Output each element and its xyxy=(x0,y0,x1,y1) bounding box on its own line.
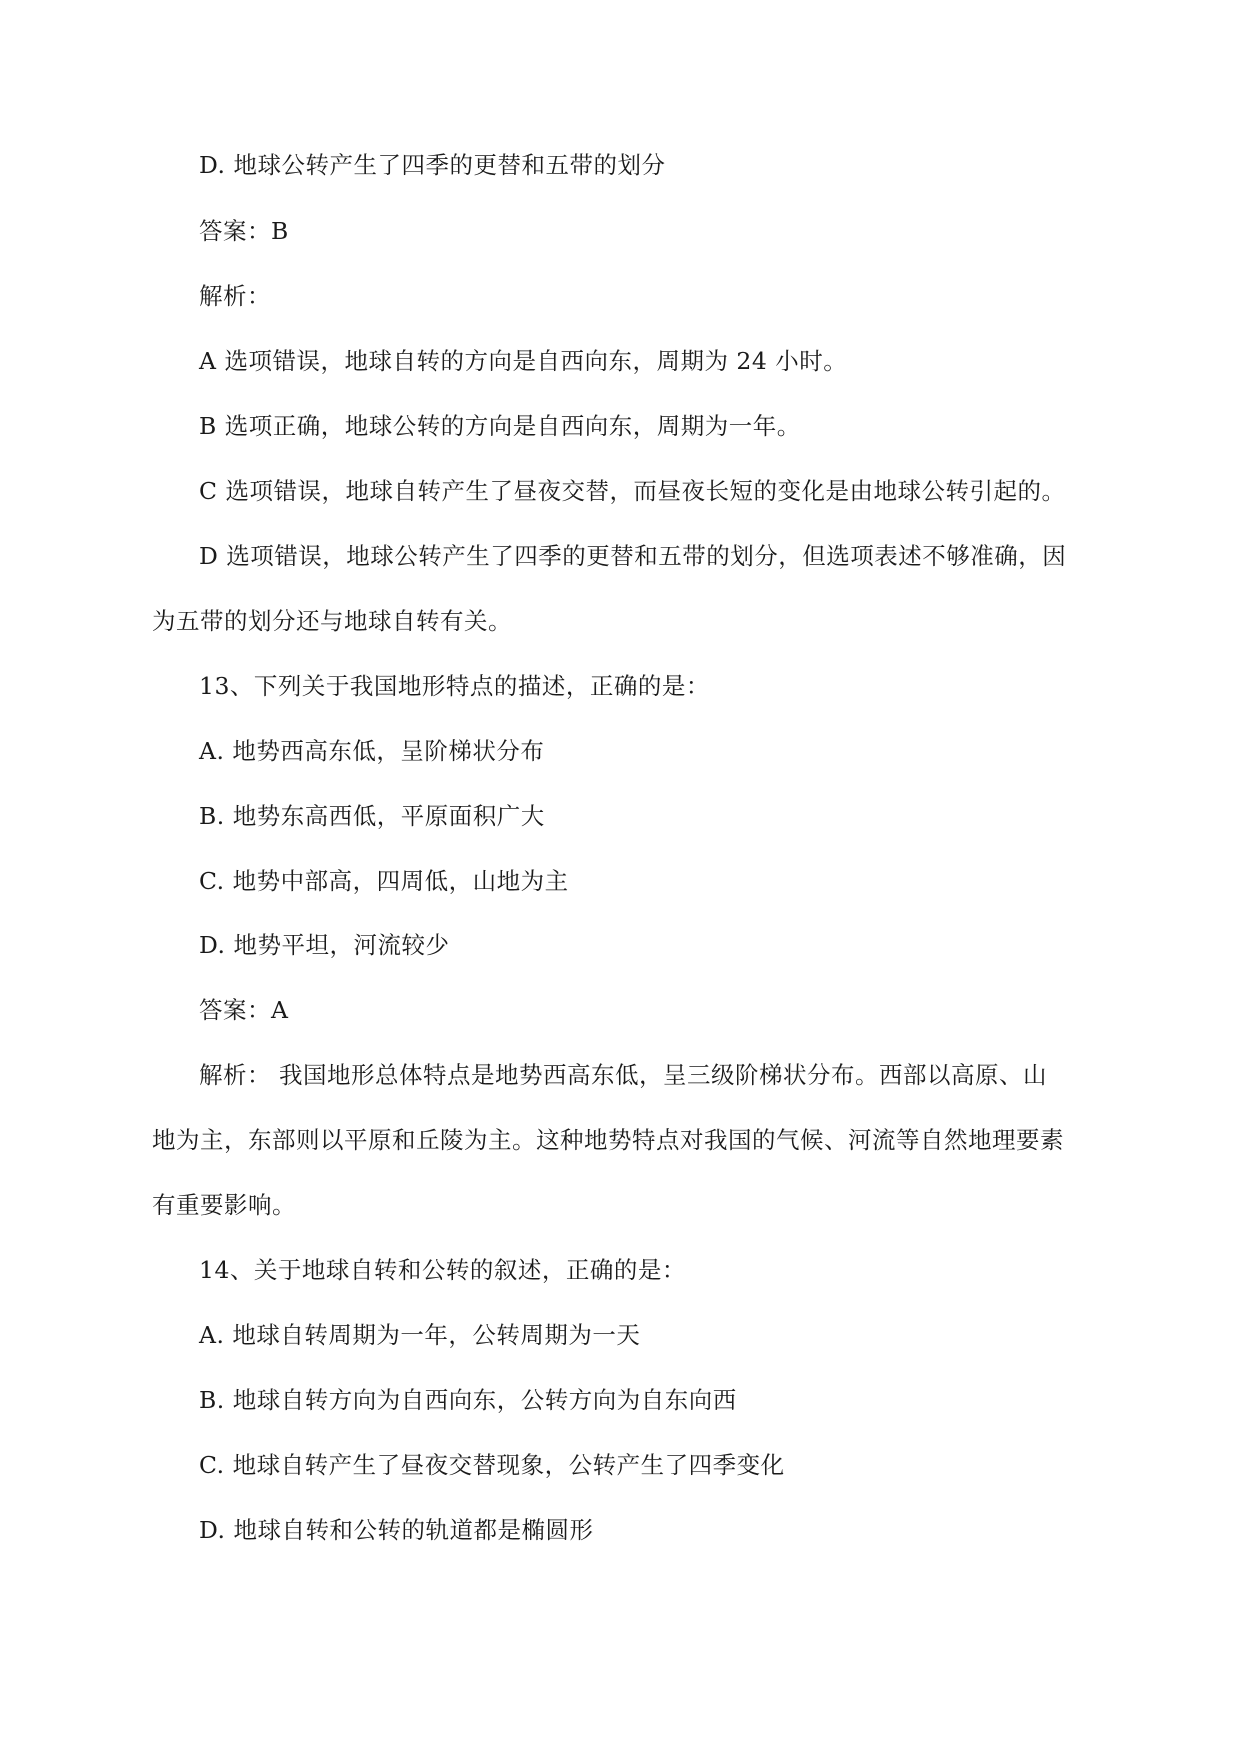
q13-analysis-line1: 解析： 我国地形总体特点是地势西高东低，呈三级阶梯状分布。西部以高原、山 xyxy=(199,1061,1047,1089)
q14-question: 14、关于地球自转和公转的叙述，正确的是： xyxy=(199,1256,686,1284)
q13-analysis-line3: 有重要影响。 xyxy=(152,1191,296,1219)
q12-option-d: D. 地球公转产生了四季的更替和五带的划分 xyxy=(199,151,666,179)
q14-option-c: C. 地球自转产生了昼夜交替现象，公转产生了四季变化 xyxy=(199,1451,785,1479)
q13-option-d: D. 地势平坦，河流较少 xyxy=(199,931,450,959)
q12-analysis-a: A 选项错误，地球自转的方向是自西向东，周期为 24 小时。 xyxy=(199,347,848,375)
q12-analysis-c: C 选项错误，地球自转产生了昼夜交替，而昼夜长短的变化是由地球公转引起的。 xyxy=(199,477,1066,505)
q13-option-a: A. 地势西高东低，呈阶梯状分布 xyxy=(199,737,545,765)
q13-option-c: C. 地势中部高，四周低，山地为主 xyxy=(199,867,569,895)
q13-question: 13、下列关于我国地形特点的描述，正确的是： xyxy=(199,672,710,700)
q14-option-b: B. 地球自转方向为自西向东，公转方向为自东向西 xyxy=(199,1386,737,1414)
q12-analysis-b: B 选项正确，地球公转的方向是自西向东，周期为一年。 xyxy=(199,412,801,440)
q12-analysis-d-line2: 为五带的划分还与地球自转有关。 xyxy=(152,607,512,635)
q13-option-b: B. 地势东高西低，平原面积广大 xyxy=(199,802,545,830)
q12-analysis-label: 解析： xyxy=(199,282,271,310)
q13-answer: 答案：A xyxy=(199,996,289,1024)
q12-analysis-d-line1: D 选项错误，地球公转产生了四季的更替和五带的划分，但选项表述不够准确，因 xyxy=(199,542,1067,570)
q13-analysis-line2: 地为主，东部则以平原和丘陵为主。这种地势特点对我国的气候、河流等自然地理要素 xyxy=(152,1126,1064,1154)
q12-answer: 答案：B xyxy=(199,217,289,245)
q14-option-a: A. 地球自转周期为一年，公转周期为一天 xyxy=(199,1321,641,1349)
q14-option-d: D. 地球自转和公转的轨道都是椭圆形 xyxy=(199,1516,594,1544)
